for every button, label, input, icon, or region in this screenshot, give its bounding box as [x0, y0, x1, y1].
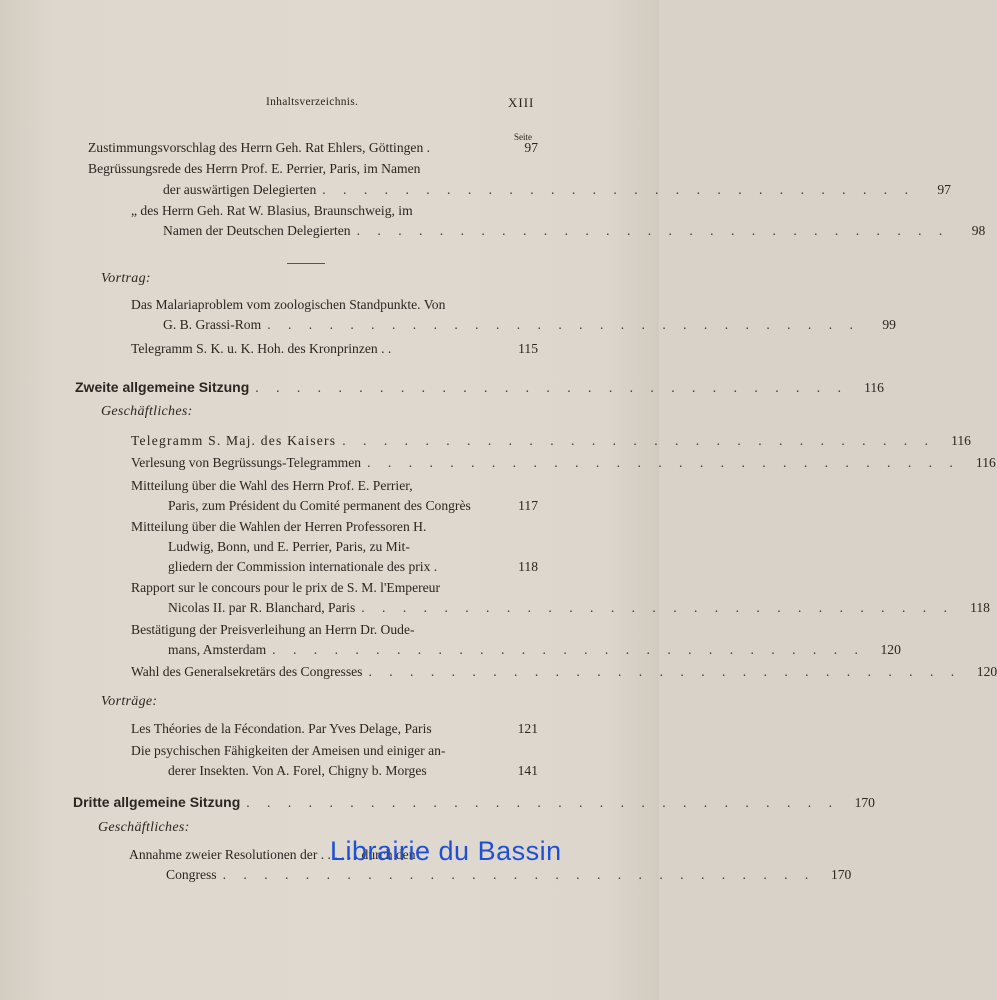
toc-entry-text: gliedern der Commission internationale des prix . — [168, 559, 438, 574]
toc-entry-text: Ludwig, Bonn, und E. Perrier, Paris, zu Mit- — [168, 539, 410, 554]
toc-entry-text: Annahme zweier Resolutionen der . . . . . . durch den — [129, 847, 416, 862]
toc-entry-text: „ des Herrn Geh. Rat W. Blasius, Braunschweig, im — [131, 203, 413, 218]
toc-entry — [131, 663, 997, 681]
watermark-text: Librairie du Bassin — [330, 836, 562, 866]
toc-entry-text: Zustimmungsvorschlag des Herrn Geh. Rat Ehlers, Göttingen . — [88, 140, 431, 155]
toc-entry-text: Begrüssungsrede des Herrn Prof. E. Perrier, Paris, im Namen — [88, 161, 421, 176]
running-title: Inhaltsverzeichnis. — [266, 96, 359, 108]
leader-dots: . . . . . . . . . . . . . . . . . . . . . . . . . . . . . — [342, 433, 935, 448]
toc-entry-page: 117 — [518, 498, 538, 513]
section-heading — [73, 793, 875, 812]
toc-entry-text: Les Théories de la Fécondation. Par Yves Delage, Paris — [131, 721, 432, 736]
toc-entry-text: Rapport sur le concours pour le prix de S. M. l'Empereur — [131, 580, 440, 595]
toc-entry-text: Nicolas II. par R. Blanchard, Paris — [168, 600, 356, 615]
toc-entry-text: Congress — [166, 867, 217, 882]
toc-entry-page: 120 — [880, 642, 901, 657]
toc-entry-text: der auswärtigen Delegierten — [163, 182, 317, 197]
toc-entry-text: Bestätigung der Preisverleihung an Herrn Dr. Oude- — [131, 622, 415, 637]
subsection-heading-geschaeftliches: Geschäftliches: — [98, 820, 190, 835]
toc-entry-page: 98 — [971, 223, 986, 238]
page-folio: XIII — [508, 95, 535, 110]
leader-dots: . . . . . . . . . . . . . . . . . . . . . . . . . . . . . — [367, 455, 960, 470]
toc-entry-text: Mitteilung über die Wahl des Herrn Prof. E. Perrier, — [131, 478, 413, 493]
toc-entry-page: 97 — [524, 140, 538, 155]
toc-entry-page: 115 — [518, 341, 538, 356]
toc-entry — [166, 866, 852, 884]
toc-entry — [131, 340, 538, 358]
section-heading — [75, 378, 884, 397]
toc-entry-text: mans, Amsterdam — [168, 642, 267, 657]
toc-entry-page: 116 — [951, 433, 971, 448]
toc-entry — [168, 641, 901, 659]
toc-entry-page: 116 — [864, 380, 884, 395]
leader-dots: . . . . . . . . . . . . . . . . . . . . . . . . . . . . . — [267, 317, 860, 332]
toc-entry-text: Telegramm S. K. u. K. Hoh. des Kronprinzen . . — [131, 341, 392, 356]
toc-entry — [168, 599, 990, 617]
toc-entry — [168, 762, 538, 780]
leader-dots: . . . . . . . . . . . . . . . . . . . . . . . . . . . . . — [222, 867, 816, 882]
toc-entry — [131, 432, 971, 450]
toc-entry-text: Paris, zum Président du Comité permanent des Congrès — [168, 498, 471, 513]
leader-dots: . . . . . . . . . . . . . . . . . . . . . . . . . . . . . — [361, 600, 954, 615]
toc-entry — [168, 558, 538, 576]
toc-entry-page: 141 — [517, 763, 538, 778]
toc-entry-page: 118 — [970, 600, 990, 615]
subsection-heading-vortrag: Vortrag: — [101, 271, 151, 286]
toc-entry — [163, 316, 896, 334]
toc-entry-page: 170 — [854, 795, 875, 810]
toc-entry-page: 170 — [830, 867, 852, 882]
toc-entry-page: 116 — [975, 455, 996, 470]
toc-entry-text: Telegramm S. Maj. des Kaisers — [131, 433, 337, 448]
subsection-heading-vortraege: Vorträge: — [101, 694, 158, 709]
section-divider — [287, 263, 325, 264]
toc-entry-text: G. B. Grassi-Rom — [163, 317, 262, 332]
toc-entry — [163, 222, 986, 240]
leader-dots: . . . . . . . . . . . . . . . . . . . . . . . . . . . . . — [272, 642, 865, 657]
toc-entry — [163, 181, 951, 199]
leader-dots: . . . . . . . . . . . . . . . . . . . . . . . . . . . . . — [356, 223, 950, 238]
leader-dots: . . . . . . . . . . . . . . . . . . . . . . . . . . . . . — [322, 182, 915, 197]
section-heading-dritte: Dritte allgemeine Sitzung — [73, 794, 241, 810]
toc-entry-text: Wahl des Generalsekretärs des Congresses — [131, 664, 363, 679]
toc-entry — [168, 497, 538, 515]
toc-entry-text: Die psychischen Fähigkeiten der Ameisen und einiger an- — [131, 743, 446, 758]
section-heading-zweite: Zweite allgemeine Sitzung — [75, 379, 250, 395]
toc-entry-page: 120 — [976, 664, 997, 679]
toc-entry-page: 99 — [882, 317, 896, 332]
toc-entry — [131, 720, 538, 738]
toc-entry-text: Verlesung von Begrüssungs-Telegrammen — [131, 455, 362, 470]
toc-entry — [131, 454, 996, 472]
toc-entry-text: Das Malariaproblem vom zoologischen Standpunkte. Von — [131, 297, 446, 312]
leader-dots: . . . . . . . . . . . . . . . . . . . . . . . . . . . . . — [246, 795, 839, 810]
leader-dots: . . . . . . . . . . . . . . . . . . . . . . . . . . . . . — [255, 380, 848, 395]
toc-entry-page: 97 — [937, 182, 951, 197]
toc-entry-text: Namen der Deutschen Delegierten — [163, 223, 351, 238]
toc-entry-page: 118 — [518, 559, 538, 574]
toc-entry-text: derer Insekten. Von A. Forel, Chigny b. Morges — [168, 763, 427, 778]
leader-dots: . . . . . . . . . . . . . . . . . . . . . . . . . . . . . — [368, 664, 962, 679]
toc-entry-text: Mitteilung über die Wahlen der Herren Professoren H. — [131, 519, 427, 534]
subsection-heading-geschaeftliches: Geschäftliches: — [101, 404, 193, 419]
toc-entry-page: 121 — [517, 721, 538, 736]
toc-entry — [88, 139, 538, 157]
column-label-seite: Seite — [514, 132, 532, 142]
